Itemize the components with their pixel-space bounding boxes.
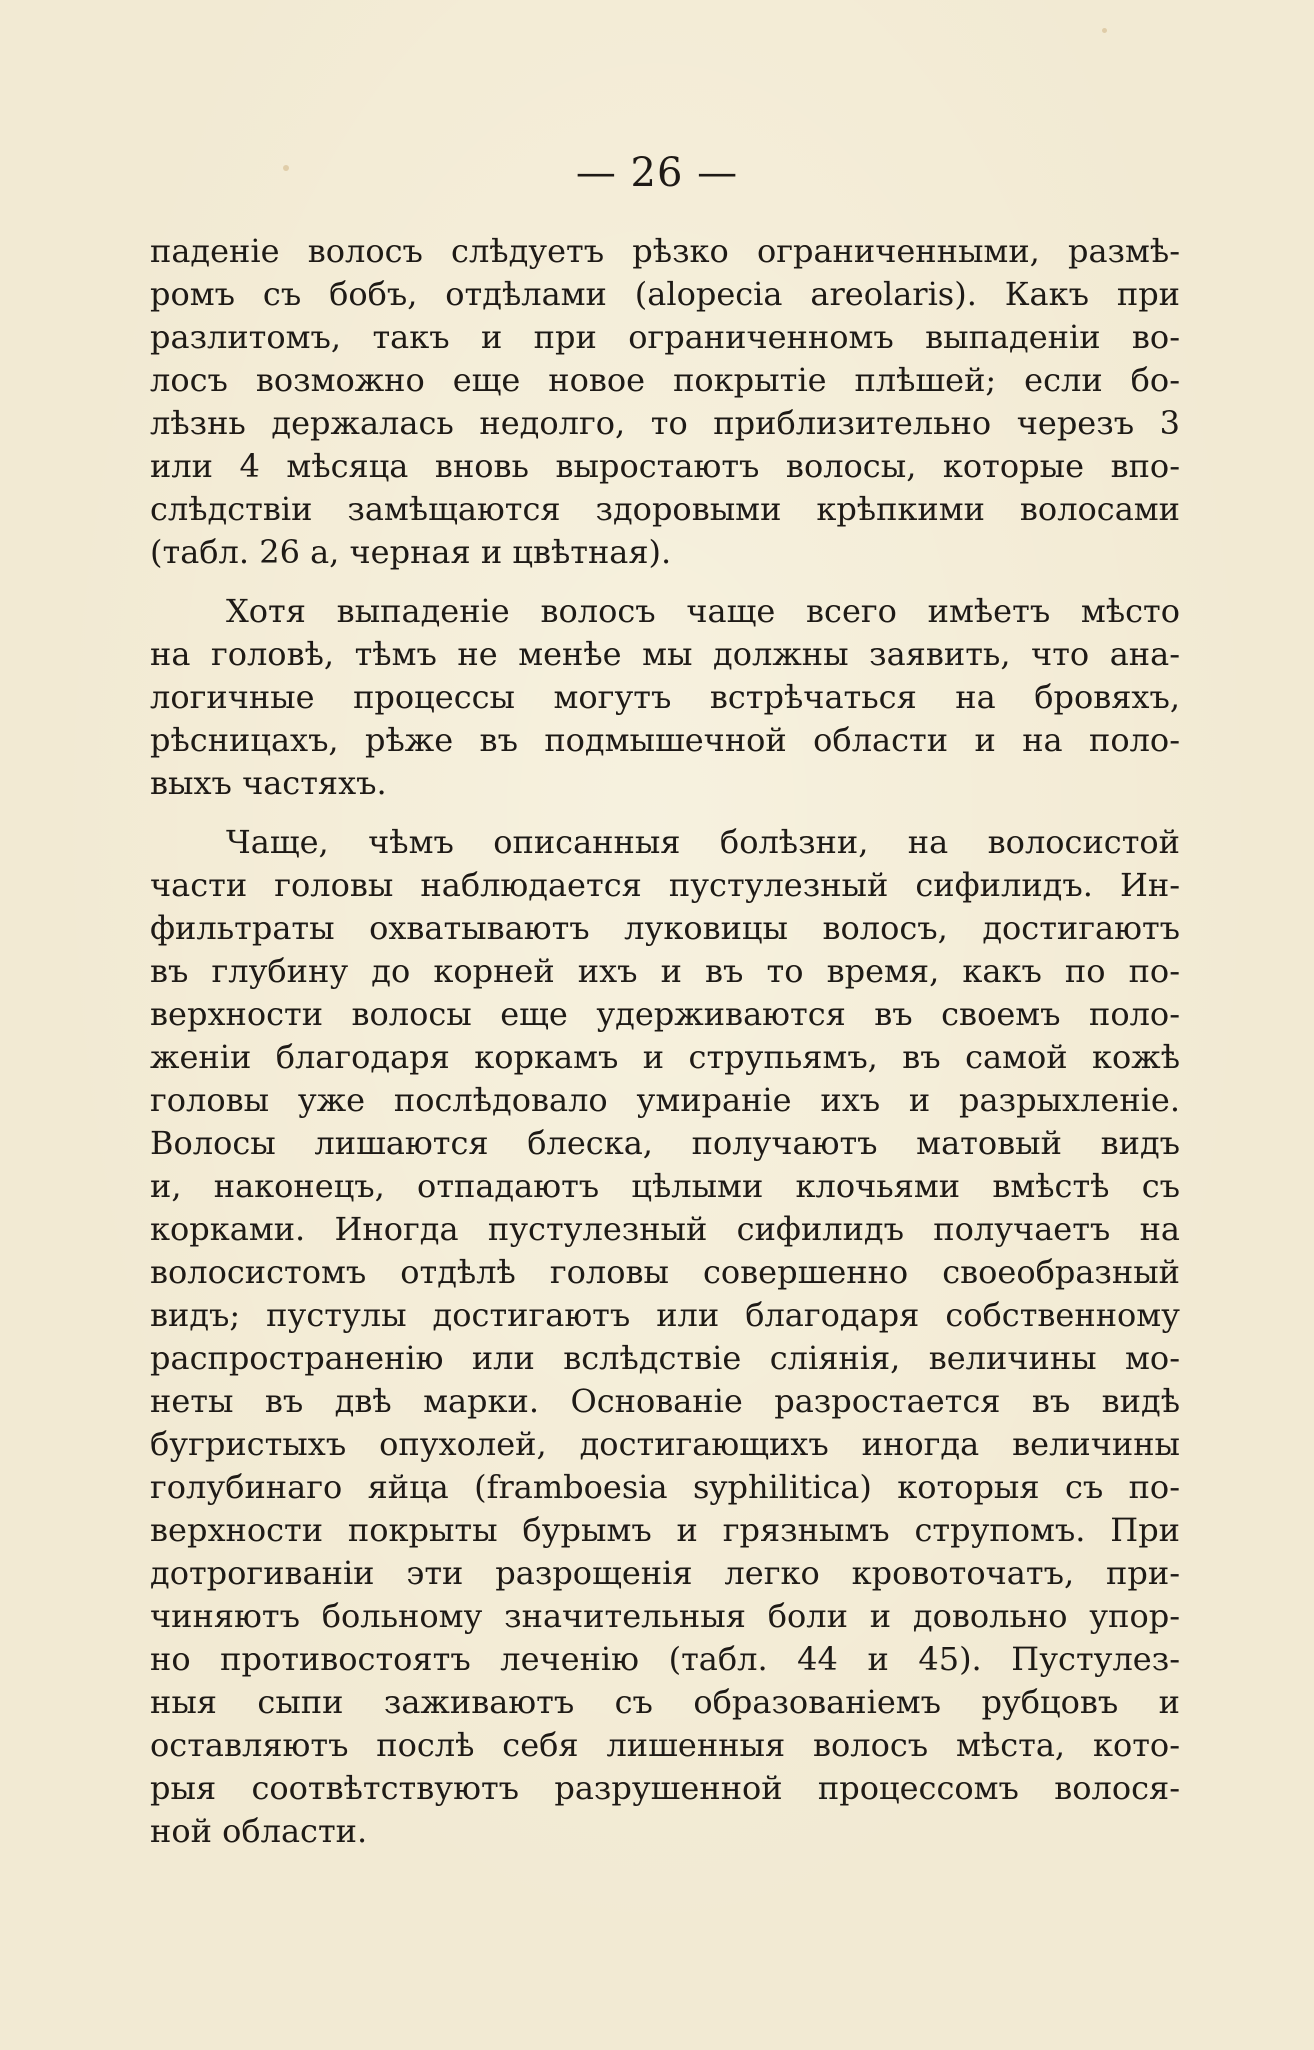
text-line: фильтраты охватываютъ луковицы волосъ, достигаютъ <box>150 909 1180 947</box>
text-line: но противостоятъ леченію (табл. 44 и 45). Пустулез- <box>150 1640 1180 1678</box>
text-line: Хотя выпаденіе волосъ чаще всего имѣетъ мѣсто <box>226 592 1180 630</box>
text-line: чиняютъ больному значительныя боли и довольно упор- <box>150 1597 1180 1635</box>
text-line: паденіе волосъ слѣдуетъ рѣзко ограниченными, размѣ- <box>150 232 1180 270</box>
page-number: — 26 — <box>575 150 739 196</box>
text-line: ромъ съ бобъ, отдѣлами (alopecia areolaris). Какъ при <box>150 275 1180 313</box>
text-line: лѣзнь держалась недолго, то приблизительно черезъ 3 <box>150 404 1180 442</box>
text-line: распространенію или вслѣдствіе сліянія, величины мо- <box>150 1339 1180 1377</box>
text-line: Волосы лишаются блеска, получаютъ матовый видъ <box>150 1124 1180 1162</box>
text-line: логичные процессы могутъ встрѣчаться на бровяхъ, <box>150 678 1180 716</box>
text-line: въ глубину до корней ихъ и въ то время, какъ по по- <box>150 952 1180 990</box>
text-line: волосистомъ отдѣлѣ головы совершенно своеобразный <box>150 1253 1180 1291</box>
text-line: головы уже послѣдовало умираніе ихъ и разрыхленіе. <box>150 1081 1180 1119</box>
text-line: рыя соотвѣтствуютъ разрушенной процессомъ волося- <box>150 1769 1180 1807</box>
text-line: оставляютъ послѣ себя лишенныя волосъ мѣста, кото- <box>150 1726 1180 1764</box>
paragraph <box>150 821 1180 1853</box>
text-line: выхъ частяхъ. <box>150 764 387 802</box>
text-line: женіи благодаря коркамъ и струпьямъ, въ самой кожѣ <box>150 1038 1180 1076</box>
text-line: лосъ возможно еще новое покрытіе плѣшей; если бо- <box>150 361 1180 399</box>
body-text <box>150 230 1180 1853</box>
text-line: неты въ двѣ марки. Основаніе разростается въ видѣ <box>150 1382 1180 1420</box>
text-line: части головы наблюдается пустулезный сифилидъ. Ин- <box>150 866 1180 904</box>
text-line: дотрогиваніи эти разрощенія легко кровоточатъ, при- <box>150 1554 1180 1592</box>
text-line: Чаще, чѣмъ описанныя болѣзни, на волосистой <box>226 823 1180 861</box>
text-line: на головѣ, тѣмъ не менѣе мы должны заявить, что ана- <box>150 635 1180 673</box>
text-line: слѣдствіи замѣщаются здоровыми крѣпкими волосами <box>150 490 1180 528</box>
text-line: разлитомъ, такъ и при ограниченномъ выпаденіи во- <box>150 318 1180 356</box>
text-line: бугристыхъ опухолей, достигающихъ иногда величины <box>150 1425 1180 1463</box>
text-line: и, наконецъ, отпадаютъ цѣлыми клочьями вмѣстѣ съ <box>150 1167 1180 1205</box>
paragraph <box>150 590 1180 805</box>
text-line: или 4 мѣсяца вновь выростаютъ волосы, которые впо- <box>150 447 1180 485</box>
paper-stain <box>1102 28 1107 33</box>
text-line: ныя сыпи заживаютъ съ образованіемъ рубцовъ и <box>150 1683 1180 1721</box>
text-line: корками. Иногда пустулезный сифилидъ получаетъ на <box>150 1210 1180 1248</box>
text-line: верхности покрыты бурымъ и грязнымъ струпомъ. При <box>150 1511 1180 1549</box>
text-line: голубинаго яйца (framboesia syphilitica) которыя съ по- <box>150 1468 1180 1506</box>
text-line: видъ; пустулы достигаютъ или благодаря собственному <box>150 1296 1180 1334</box>
text-line: ной области. <box>150 1812 368 1850</box>
paragraph <box>150 230 1180 574</box>
text-line: рѣсницахъ, рѣже въ подмышечной области и на поло- <box>150 721 1180 759</box>
text-line: верхности волосы еще удерживаются въ своемъ поло- <box>150 995 1180 1033</box>
text-line: (табл. 26 а, черная и цвѣтная). <box>150 533 672 571</box>
